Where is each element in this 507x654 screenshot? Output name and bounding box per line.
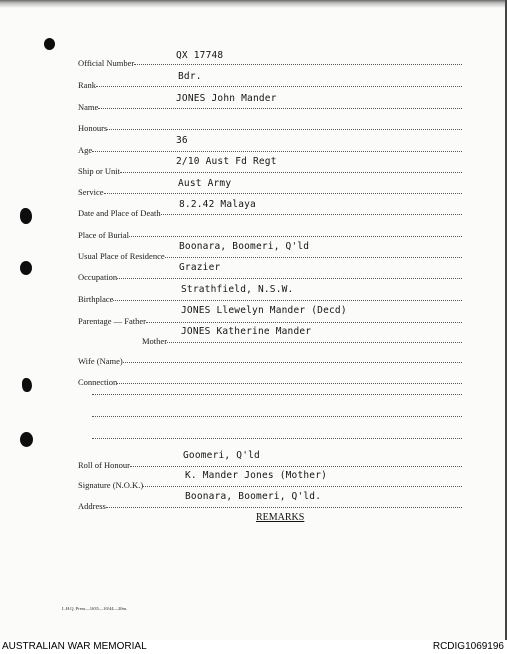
label-parentage-father: Parentage — Father [78,316,146,326]
label-age: Age [78,145,93,155]
row-age [78,139,462,155]
value-ship-or-unit: 2/10 Aust Fd Regt [176,156,277,167]
footer-institution: AUSTRALIAN WAR MEMORIAL [2,641,147,652]
value-signature-nok: K. Mander Jones (Mother) [185,470,328,481]
label-official-number: Official Number [78,58,135,68]
row-service [78,181,462,197]
value-service: Aust Army [178,178,232,189]
footer-record-id: RCDIG1069196 [432,641,504,652]
value-date-place-death: 8.2.42 Malaya [179,199,256,210]
punch-hole-5 [20,432,33,447]
label-service: Service [78,187,104,197]
row-occupation [78,266,462,282]
value-birthplace: Strathfield, N.S.W. [181,284,294,295]
row-rank [78,74,462,90]
label-rank: Rank [78,80,96,90]
value-official-number: QX 17748 [176,50,224,61]
connection-line-4 [92,438,462,439]
value-name: JONES John Mander [176,93,277,104]
row-date-place-death [78,202,462,218]
label-birthplace: Birthplace [78,294,114,304]
label-parentage-mother: Mother [142,336,168,346]
value-parentage-mother: JONES Katherine Mander [181,326,312,337]
label-date-place-death: Date and Place of Death [78,208,161,218]
punch-hole-2 [20,208,32,224]
label-wife: Wife (Name) [78,356,123,366]
row-place-of-burial [78,224,462,240]
value-usual-residence: Boonara, Boomeri, Q'ld [179,241,310,252]
archive-footer [0,640,507,654]
row-official-number [78,52,462,68]
connection-line-3 [92,416,462,417]
row-wife [78,350,462,366]
label-place-of-burial: Place of Burial [78,230,129,240]
value-roll-of-honour: Goomeri, Q'ld [183,450,260,461]
label-usual-residence: Usual Place of Residence [78,251,165,261]
value-parentage-father: JONES Llewelyn Mander (Decd) [181,305,347,316]
punch-hole-1 [44,38,55,50]
row-honours [78,117,462,133]
connection-line-2 [92,394,462,395]
label-honours: Honours [78,123,108,133]
remarks-heading: REMARKS [256,512,305,523]
label-connection: Connection [78,377,118,387]
value-address: Boonara, Boomeri, Q'ld. [185,491,322,502]
label-signature-nok: Signature (N.O.K.) [78,480,144,490]
printer-imprint: L.H.Q. Press—1635—10/44—20m. [62,606,128,611]
label-name: Name [78,102,99,112]
row-connection [78,371,462,387]
punch-hole-3 [20,261,32,275]
value-occupation: Grazier [179,262,221,273]
row-roll-of-honour [78,454,462,470]
label-roll-of-honour: Roll of Honour [78,460,130,470]
label-address: Address [78,501,106,511]
punch-hole-4 [22,378,32,392]
label-ship-or-unit: Ship or Unit [78,166,121,176]
value-rank: Bdr. [178,71,202,82]
value-age: 36 [176,135,188,146]
label-occupation: Occupation [78,272,118,282]
scan-top-edge [0,0,507,10]
